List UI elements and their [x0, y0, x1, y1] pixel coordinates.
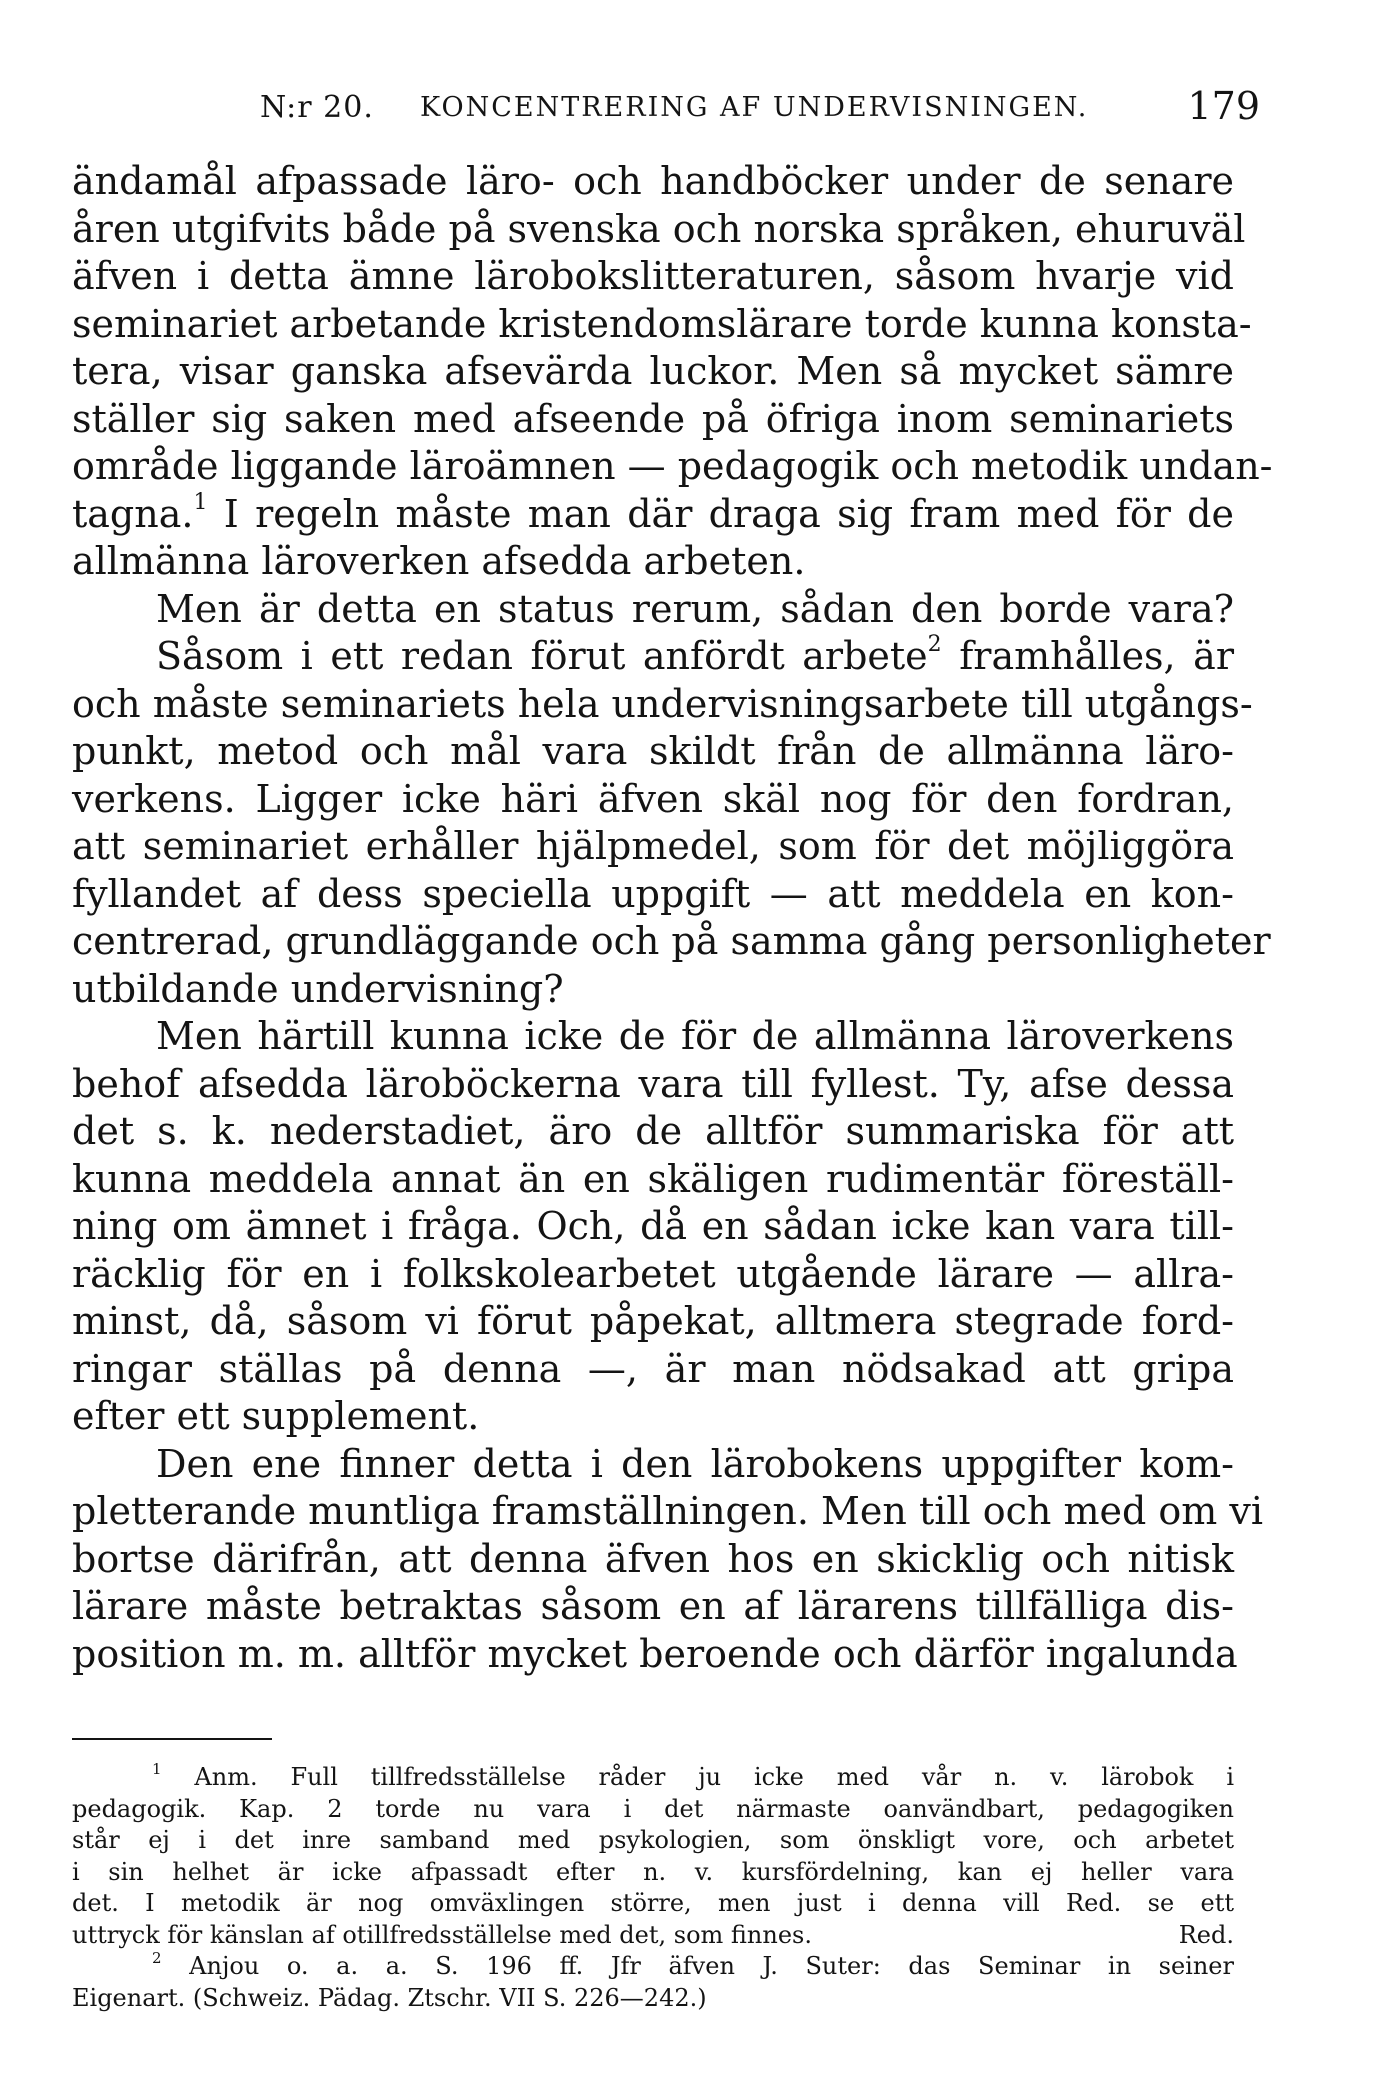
- text-line: pletterande muntliga framställningen. Men till och med om vi: [72, 1489, 1264, 1533]
- text-fragment: tagna.: [72, 491, 194, 536]
- text-line: [72, 633, 1234, 681]
- page-number: 179: [1187, 84, 1260, 128]
- text-fragment: framhålles, är: [959, 634, 1234, 678]
- text-line: åren utgifvits både på svenska och norska språken, ehuruväl: [72, 206, 1246, 251]
- text-line: äfven i detta ämne lärobokslitteraturen, såsom hvarje vid: [72, 254, 1234, 298]
- text-line: räcklig för en i folkskolearbetet utgående lärare — allra-: [72, 1251, 1234, 1296]
- text-fragment: I regeln måste man där draga sig fram med för de: [223, 491, 1234, 536]
- text-line: bortse därifrån, att denna äfven hos en skicklig och nitisk: [72, 1536, 1234, 1581]
- text-line: område liggande läroämnen — pedagogik och metodik undan-: [72, 444, 1273, 488]
- footnote-line: det. I metodik är nog omväxlingen större, men just i denna vill Red. se ett: [72, 1889, 1234, 1917]
- footnote-line: [72, 1920, 1234, 1952]
- text-line: minst, då, såsom vi förut påpekat, alltmera stegrade ford-: [72, 1299, 1234, 1343]
- text-line: behof afsedda läroböckerna vara till fyllest. Ty, afse dessa: [72, 1061, 1234, 1106]
- text-line: ringar ställas på denna —, är man nödsakad att gripa: [72, 1346, 1234, 1391]
- footnote-text: Anjou o. a. a. S. 196 ff. Jfr äfven J. Suter: das Seminar in seiner: [189, 1952, 1234, 1980]
- text-line: lärare måste betraktas såsom en af lärarens tillfälliga dis-: [72, 1584, 1234, 1628]
- running-title: KONCENTRERING AF UNDERVISNINGEN.: [420, 92, 1089, 123]
- footnote-line: Eigenart. (Schweiz. Pädag. Ztschr. VII S. 226—242.): [72, 1983, 707, 2012]
- text-line: punkt, metod och mål vara skildt från de allmänna läro-: [72, 729, 1234, 773]
- text-line: ändamål afpassade läro- och handböcker under de senare: [72, 159, 1234, 203]
- footnote-line: [72, 1762, 1234, 1794]
- text-fragment: Såsom i ett redan förut anfördt arbete: [156, 634, 928, 678]
- text-line: och måste seminariets hela undervisningsarbete till utgångs-: [72, 681, 1253, 726]
- text-line: ställer sig saken med afseende på öfriga inom seminariets: [72, 396, 1234, 441]
- footnote-divider: [72, 1738, 272, 1740]
- text-line: Men är detta en status rerum, sådan den borde vara?: [156, 586, 1234, 631]
- text-line: att seminariet erhåller hjälpmedel, som för det möjliggöra: [72, 824, 1234, 868]
- footnote-mark-2: 2: [152, 1949, 162, 1967]
- text-line: seminariet arbetande kristendomslärare torde kunna konsta-: [72, 301, 1252, 346]
- text-line: allmänna läroverken afsedda arbeten.: [72, 539, 806, 583]
- footnote-mark-1: 1: [152, 1760, 162, 1778]
- text-line: Den ene finner detta i den lärobokens uppgifter kom-: [156, 1441, 1234, 1486]
- footnote-line: [72, 1951, 1234, 1983]
- text-line: Men härtill kunna icke de för de allmänna läroverkens: [156, 1014, 1234, 1058]
- text-line: utbildande undervisning?: [72, 966, 564, 1011]
- running-header: [260, 84, 1260, 134]
- text-line: kunna meddela annat än en skäligen rudimentär föreställ-: [72, 1156, 1234, 1201]
- text-line: centrerad, grundläggande och på samma gång personligheter: [72, 919, 1271, 963]
- footnotes: [72, 1762, 1234, 2014]
- editor-signature: Red.: [1178, 1920, 1234, 1949]
- issue-number: N:r 20.: [260, 90, 374, 125]
- footnote-text: uttryck för känslan af otillfredsställelse med det, som finnes.: [72, 1920, 812, 1949]
- text-line: tera, visar ganska afsevärda luckor. Men så mycket sämre: [72, 349, 1234, 393]
- footnote-line: står ej i det inre samband med psykologien, som önskligt vore, och arbetet: [72, 1826, 1234, 1854]
- footnote-line: pedagogik. Kap. 2 torde nu vara i det närmaste oanvändbart, pedagogiken: [72, 1794, 1234, 1823]
- footnote-ref-1: 1: [193, 489, 208, 515]
- footnote-text: Anm. Full tillfredsställelse råder ju icke med vår n. v. lärobok i: [194, 1763, 1234, 1791]
- text-line: efter ett supplement.: [72, 1394, 480, 1438]
- text-line: position m. m. alltför mycket beroende och därför ingalunda: [72, 1631, 1238, 1676]
- footnote-line: i sin helhet är icke afpassadt efter n. v. kursfördelning, kan ej heller vara: [72, 1857, 1234, 1886]
- text-line: [72, 491, 1234, 539]
- footnote-ref-2: 2: [927, 632, 942, 658]
- body-text: [72, 158, 1273, 1678]
- text-line: ning om ämnet i fråga. Och, då en sådan icke kan vara till-: [72, 1204, 1234, 1248]
- text-line: det s. k. nederstadiet, äro de alltför summariska för att: [72, 1109, 1234, 1153]
- text-line: verkens. Ligger icke häri äfven skäl nog för den fordran,: [72, 776, 1234, 821]
- text-line: fyllandet af dess speciella uppgift — att meddela en kon-: [72, 871, 1234, 916]
